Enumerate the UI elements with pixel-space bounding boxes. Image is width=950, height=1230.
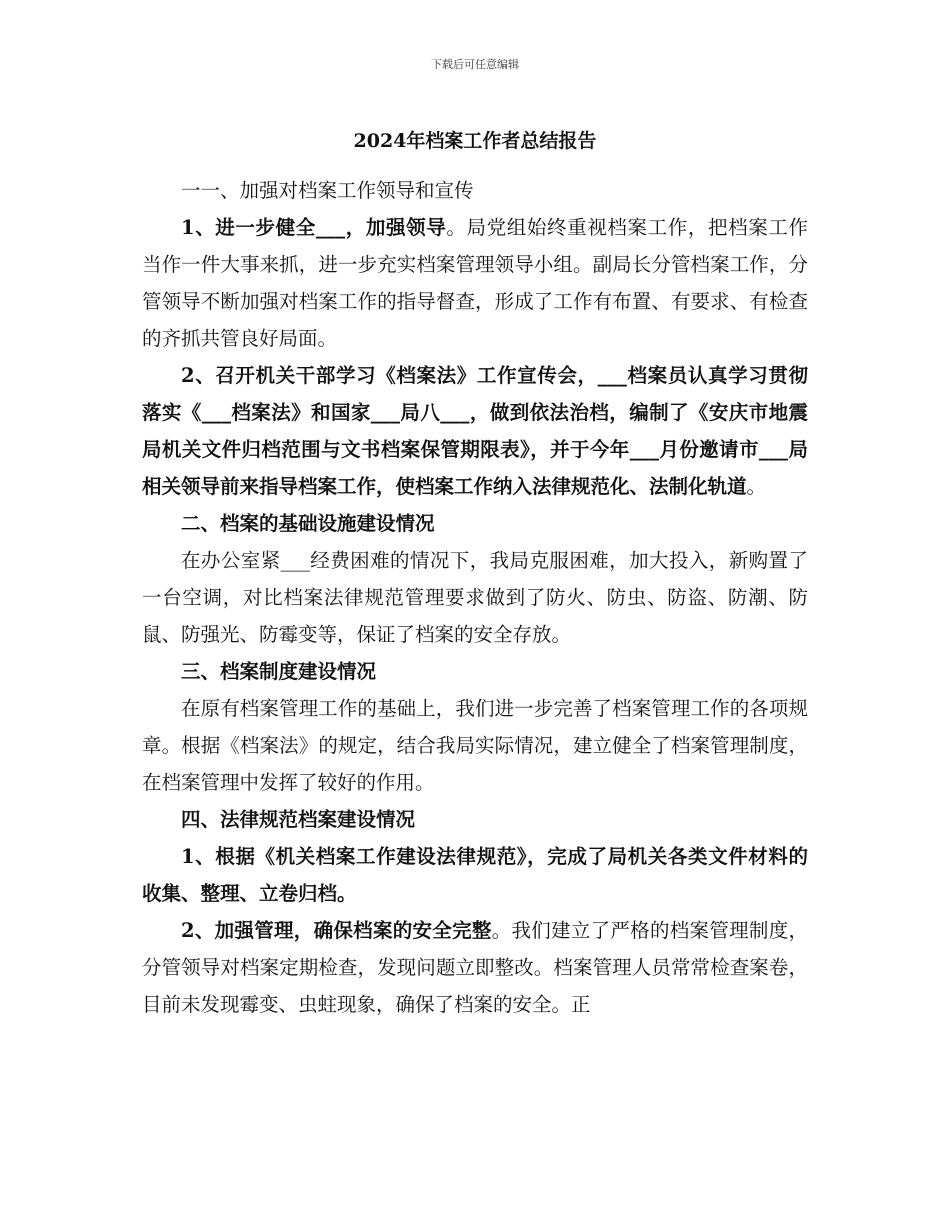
paragraph-4: 在原有档案管理工作的基础上，我们进一步完善了档案管理工作的各项规章。根据《档案法》的规定，结合我局实际情况，建立健全了档案管理制度，在档案管理中发挥了较好的作用。 [142,697,808,794]
paragraph-2-end: 。 [746,475,767,498]
paragraph-2-bold: 2、召开机关干部学习《档案法》工作宣传会，___档案员认真学习贯彻落实《___档案法》和国家___局八___，做到依法治档，编制了《安庆市地震局机关文件归档范围与文书档案保管期限表》，并于今年___月份邀请市___局相关领导前来指导档案工作，使档案工作纳入法律规范化、法制化轨道 [142,364,808,498]
paragraph-1 [142,209,808,357]
section-heading-1: 一一、加强对档案工作领导和宣传 [181,179,474,202]
paragraph-6-lead: 2、加强管理，确保档案的安全完整 [181,919,492,942]
paragraph-1-lead: 1、进一步健全___，加强领导 [181,216,447,239]
section-heading-4: 四、法律规范档案建设情况 [181,808,416,831]
section-heading-3: 三、档案制度建设情况 [181,660,377,683]
paragraph-6 [142,912,808,1023]
paragraph-2 [142,357,808,505]
document-title: 2024年档案工作者总结报告 [353,130,597,152]
section-heading-2: 二、档案的基础设施建设情况 [181,512,435,535]
paragraph-3: 在办公室紧___经费困难的情况下，我局克服困难，加大投入，新购置了一台空调，对比档案法律规范管理要求做到了防火、防虫、防盗、防潮、防鼠、防强光、防霉变等，保证了档案的安全存放。 [142,549,808,646]
header-note: 下载后可任意编辑 [431,58,519,71]
paragraph-5: 1、根据《机关档案工作建设法律规范》，完成了局机关各类文件材料的收集、整理、立卷归档。 [142,845,808,905]
paragraph-1-rest: 。局党组始终重视档案工作，把档案工作当作一件大事来抓，进一步充实档案管理领导小组。副局长分管档案工作，分管领导不断加强对档案工作的指导督查，形成了工作有布置、有要求、有检查的齐抓共管良好局面。 [142,216,808,350]
paragraph-6-rest: 。我们建立了严格的档案管理制度，分管领导对档案定期检查，发现问题立即整改。档案管理人员常常检查案卷，目前未发现霉变、虫蛀现象，确保了档案的安全。正 [142,919,808,1016]
document-body [142,172,808,1023]
